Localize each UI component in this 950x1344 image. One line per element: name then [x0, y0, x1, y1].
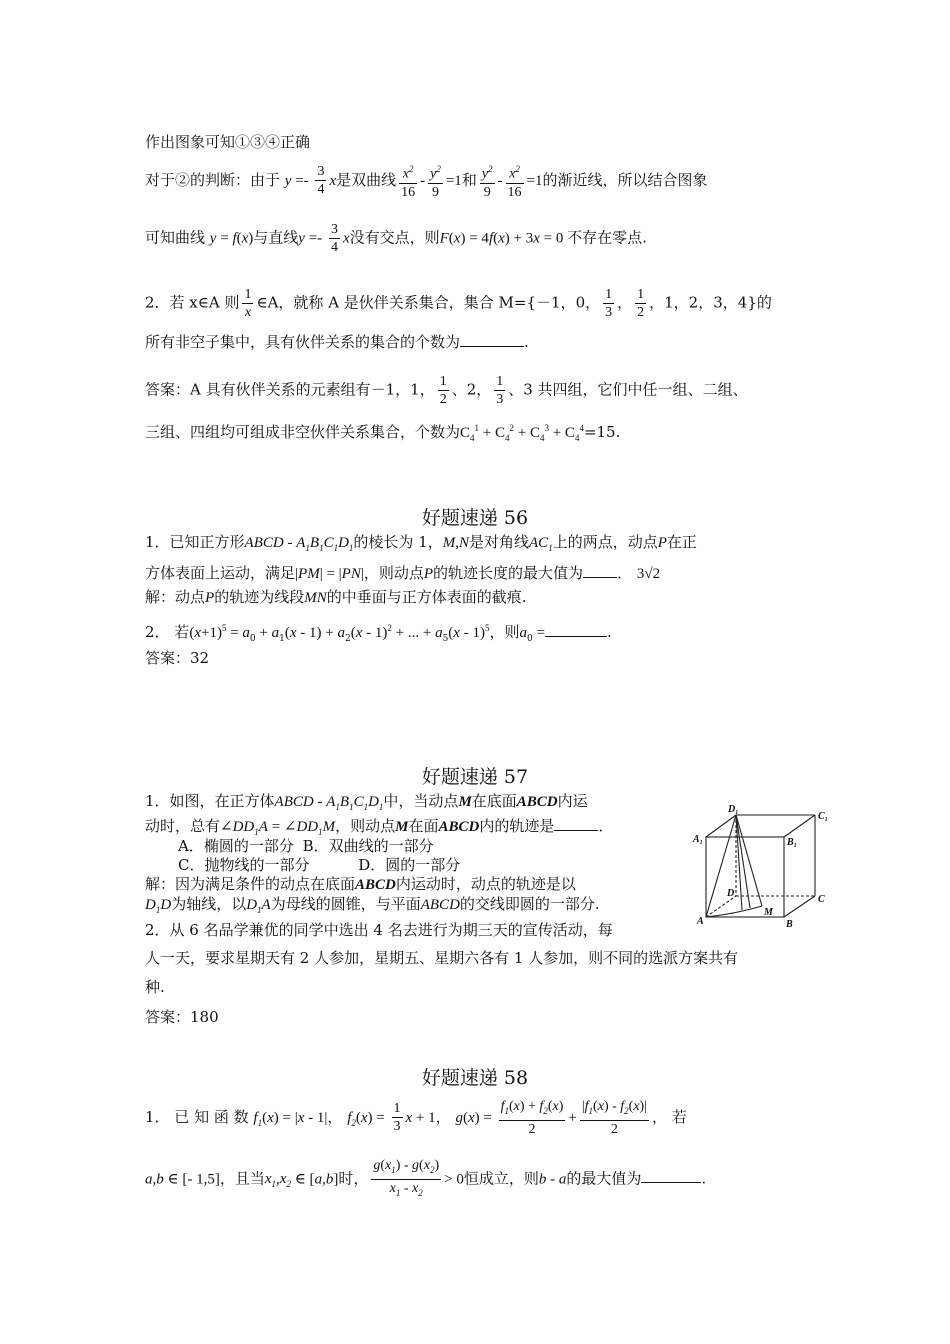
- s57-solution-2: $D_1D$为轴线，以$D_1A$为母线的圆锥，与平面ABCD的交线即圆的一部分.: [145, 895, 600, 915]
- s56-p1-line-1: 1．已知正方形ABCD - $A_1B_1C_1D_1$的棱长为 1，M,N是对角线$AC_1$上的两点，动点P在正: [145, 533, 697, 553]
- s56-answer: 答案：32: [145, 649, 210, 667]
- cube-edge: [706, 815, 736, 837]
- option-a: A．椭圆的一部分: [178, 837, 294, 855]
- cone-line: [736, 815, 750, 908]
- label-c1: $C_1$: [818, 811, 828, 823]
- intro-line-3: 可知曲线 y = f(x)与直线y =- $\frac{3}{4}$ x没有交点，则F(x) = 4f(x) + 3x = 0 不存在零点.: [145, 222, 647, 255]
- label-b1: $B_1$: [787, 837, 797, 849]
- s56-p2: 2． 若$(x+1)^5 = a_0 + a_1(x - 1) + a_2(x - 1)^2$ + ... + $a_5(x - 1)^5$，则$a_0$ = .: [145, 623, 612, 644]
- label-c: C: [818, 894, 825, 905]
- q2-answer-1: 答案：A 具有伙伴关系的元素组有－1，1， $\frac{1}{2}$ 、2， $\frac{1}{3}$ 、3 共四组，它们中任一组、二组、: [145, 374, 748, 407]
- label-d1: $D_1$: [728, 804, 739, 816]
- cube-edge: [784, 896, 815, 917]
- intro-line-1: 作出图象可知①③④正确: [145, 133, 311, 151]
- s57-answer: 答案：180: [145, 1008, 219, 1026]
- cube-figure: [690, 800, 840, 928]
- option-c: C．抛物线的一部分: [178, 856, 310, 874]
- section-58-title: 好题速递 58: [421, 1067, 529, 1089]
- section-56-title: 好题速递 56: [421, 507, 529, 529]
- label-d: D: [727, 888, 735, 899]
- s58-p1-line-1: 1． 已 知 函 数 $f_1(x) = |x - 1|$， $f_2(x)$ = $\frac{1}{3}$ x + 1， g(x) = $\frac{f_1(x) + f_2(x)}{2}$ + $\frac{|f_1(x) - f_2(x)|}{2}$ ， 若: [145, 1099, 687, 1137]
- s57-solution-1: 解：因为满足条件的动点在底面ABCD内运动时，动点的轨迹是以: [145, 875, 576, 893]
- cone-line-d1m: [736, 815, 762, 906]
- fraction: $\frac{3}{4}$: [317, 164, 325, 198]
- s57-options-row-2: [178, 855, 460, 875]
- option-d: D．圆的一部分: [358, 856, 461, 874]
- s56-p1-line-2: 方体表面上运动，满足|PM| = |PN|，则动点P的轨迹长度的最大值为 ． 3√2: [145, 564, 661, 582]
- label-a: A: [697, 916, 704, 927]
- q2-line-2: 所有非空子集中，具有伙伴关系的集合的个数为 .: [145, 333, 529, 351]
- section-57-title: 好题速递 57: [421, 766, 529, 788]
- label-a1: $A_1$: [693, 834, 703, 846]
- cone-line-d1a: [706, 815, 736, 917]
- intro-line-2: 对于②的判断：由于 y =- $\frac{3}{4}$ x是双曲线 $\frac{x^2}{16}$ - $\frac{y^2}{9}$ =1和 $\frac{y^2}{9}$ - $\frac{x^2}{16}$ =1的渐近线，所以结合图象: [145, 161, 708, 201]
- s57-p2-line-2: 人一天，要求星期天有 2 人参加，星期五、星期六各有 1 人参加，则不同的选派方案共有: [145, 949, 739, 967]
- s57-options-row-1: [178, 836, 434, 856]
- q2-line-1: 2．若 x∈A 则 $\frac{1}{x}$ ∈A，就称 A 是伙伴关系集合，集合 M={－1，0， $\frac{1}{3}$ ， $\frac{1}{2}$ ，1，2，3，4}的: [145, 287, 772, 320]
- s57-p1-line-1: 1．如图，在正方体ABCD - $A_1B_1C_1D_1$中，当动点M在底面ABCD内运: [145, 792, 588, 812]
- s57-p2-line-3: 种.: [145, 978, 165, 996]
- s57-p2-line-1: 2．从 6 名品学兼优的同学中选出 4 名去进行为期三天的宣传活动，每: [145, 921, 613, 939]
- s56-solution: 解：动点P的轨迹为线段MN的中垂面与正方体表面的截痕.: [145, 588, 527, 606]
- label-b: B: [786, 919, 793, 928]
- label-m: M: [764, 907, 773, 918]
- s57-p1-line-2: 动时，总有$\angle DD_1A$ = $\angle DD_1M$，则动点M在面ABCD内的轨迹是 ．: [145, 817, 614, 837]
- q2-answer-2: 三组、四组均可组成非空伙伴关系集合，个数为$C_4^1 + C_4^2 + C_4^3 + C_4^4=15$.: [145, 423, 621, 443]
- cube-edge: [784, 815, 815, 837]
- option-b: B．双曲线的一部分: [302, 837, 434, 855]
- s58-p1-line-2: a,b ∈ [- 1,5]，且当$x_1,x_2$ ∈ [a,b]时， $\frac{g(x_1) - g(x_2)}{x_1 - x_2}$ > 0恒成立，则b - a的最大值为 .: [145, 1158, 707, 1198]
